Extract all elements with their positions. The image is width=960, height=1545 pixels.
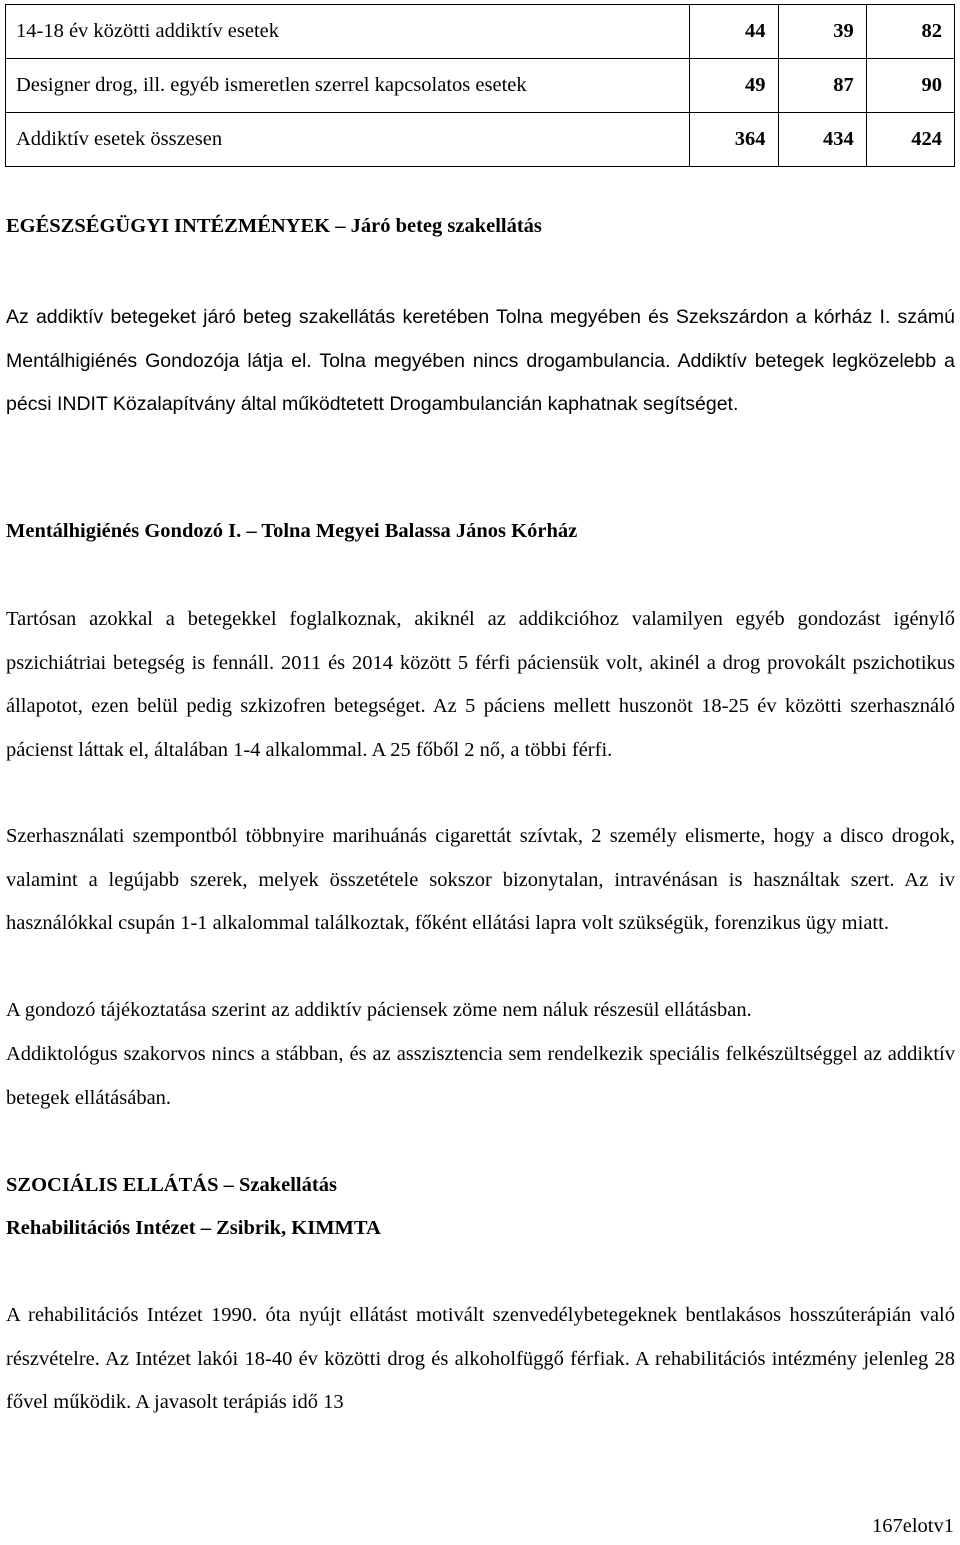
- table-cell-value: 87: [778, 59, 866, 113]
- section-heading-mental-hygiene-center: Mentálhigiénés Gondozó I. – Tolna Megyei Balassa János Kórház: [6, 520, 578, 542]
- table-cell-value: 434: [778, 113, 866, 167]
- statistics-table-body: [6, 5, 955, 167]
- table-row: [6, 5, 955, 59]
- paragraph-center-information: A gondozó tájékoztatása szerint az addiktív páciensek zöme nem náluk részesül ellátásban.: [6, 999, 752, 1021]
- table-cell-value: 49: [690, 59, 778, 113]
- paragraph-outpatient-care: Az addiktív betegeket járó beteg szakellátás keretében Tolna megyében és Szekszárdon a kórház I. számú Mentálhigiénés Gondozója látja el. Tolna megyében nincs drogambulancia. Addiktív betegek legközelebb a pécsi INDIT Közalapítvány által működtetett Drogambulancián kaphatnak segítséget.: [6, 306, 955, 415]
- table-cell-value: 90: [866, 59, 954, 113]
- table-cell-value: 44: [690, 5, 778, 59]
- paragraph-rehabilitation-institute: A rehabilitációs Intézet 1990. óta nyújt ellátást motivált szenvedélybetegeknek bentlakásos hosszúterápián való részvételre. Az Intézet lakói 18-40 év közötti drog és alkoholfüggő férfiak. A rehabilitációs intézmény jelenleg 28 fővel működik. A javasolt terápiás idő 13: [6, 1304, 955, 1413]
- table-row-label: Addiktív esetek összesen: [6, 113, 690, 167]
- page-footer-label: 167elotv1: [872, 1515, 954, 1537]
- table-row: [6, 59, 955, 113]
- table-row-label: 14-18 év közötti addiktív esetek: [6, 5, 690, 59]
- table-cell-value: 39: [778, 5, 866, 59]
- table-cell-value: 424: [866, 113, 954, 167]
- paragraph-staff-qualification: Addiktológus szakorvos nincs a stábban, és az asszisztencia sem rendelkezik speciális felkészültséggel az addiktív betegek ellátásában.: [6, 1043, 955, 1109]
- table-row-label: Designer drog, ill. egyéb ismeretlen szerrel kapcsolatos esetek: [6, 59, 690, 113]
- paragraph-long-term-patients: Tartósan azokkal a betegekkel foglalkoznak, akiknél az addikcióhoz valamilyen egyéb gondozást igénylő pszichiátriai betegség is fennáll. 2011 és 2014 között 5 férfi páciensük volt, akinél a drog provokált pszichotikus állapotot, ezen belül pedig szkizofren betegséget. Az 5 páciens mellett huszonöt 18-25 év közötti szerhasználó pácienst láttak el, általában 1-4 alkalommal. A 25 főből 2 nő, a többi férfi.: [6, 608, 955, 761]
- table-cell-value: 364: [690, 113, 778, 167]
- section-heading-social-care: SZOCIÁLIS ELLÁTÁS – Szakellátás: [6, 1174, 337, 1196]
- paragraph-substance-use: Szerhasználati szempontból többnyire marihuánás cigarettát szívtak, 2 személy elismerte, hogy a disco drogok, valamint a legújabb szerek, melyek összetétele sokszor bizonytalan, intravénásan is használtak szert. Az iv használókkal csupán 1-1 alkalommal találkoztak, főként ellátási lapra volt szükségük, forenzikus ügy miatt.: [6, 825, 955, 934]
- section-heading-health-institutions: EGÉSZSÉGÜGYI INTÉZMÉNYEK – Járó beteg szakellátás: [6, 215, 542, 237]
- statistics-table: [5, 4, 955, 167]
- section-heading-rehabilitation-institute: Rehabilitációs Intézet – Zsibrik, KIMMTA: [6, 1217, 381, 1239]
- table-row: [6, 113, 955, 167]
- table-cell-value: 82: [866, 5, 954, 59]
